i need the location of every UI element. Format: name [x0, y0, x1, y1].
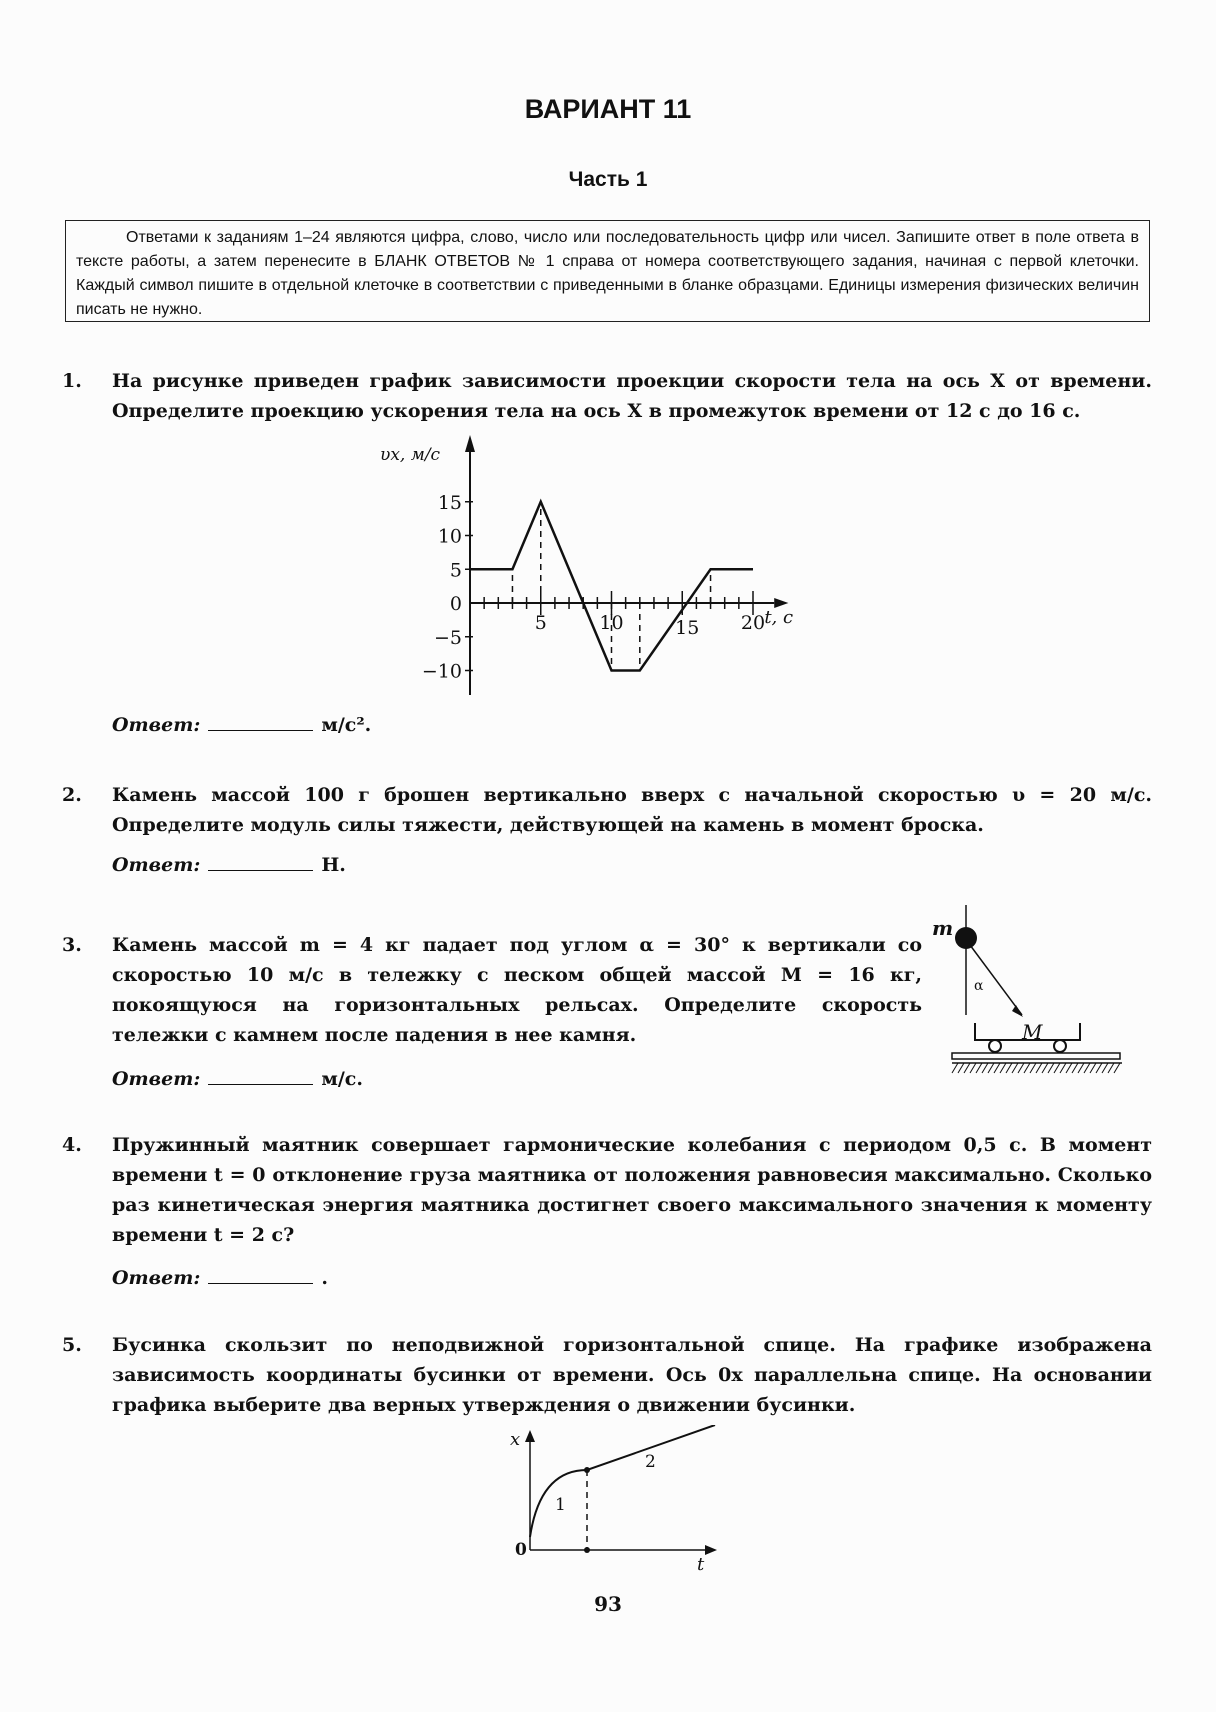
answer-field[interactable] [208, 1066, 313, 1085]
hatch-line [964, 1063, 970, 1073]
y-tick-label: −10 [421, 660, 462, 683]
rails [952, 1053, 1120, 1059]
point [584, 1467, 590, 1473]
label-m: m [932, 916, 954, 940]
instructions-box: Ответами к заданиям 1–24 являются цифра, слово, число или последовательность цифр или чисел. Запишите ответ в поле ответа в тексте работы, а затем перенесите в БЛАНК ОТВЕТОВ № 1 справа от номера соответствующего задания, начиная с первой клеточки. Каждый символ пишите в отдельной клеточке в соответствии с приведенными в бланке образцами. Единицы измерения физических величин писать не нужно. [65, 220, 1150, 322]
answer-1 [112, 712, 371, 736]
y-tick-label: 5 [449, 559, 462, 582]
answer-unit: м/с. [321, 1068, 363, 1090]
question-4 [62, 1130, 1152, 1250]
hatch-line [1084, 1063, 1090, 1073]
y-tick-label: 10 [437, 525, 462, 548]
answer-3 [112, 1066, 363, 1090]
point [584, 1547, 590, 1553]
wheel [989, 1040, 1001, 1052]
wheel [1054, 1040, 1066, 1052]
y-tick-label: 15 [437, 491, 462, 514]
question-text: Бусинка скользит по неподвижной горизонтальной спице. На графике изображена зависимость координаты бусинки от времени. Ось 0x параллельна спице. На основании графика выберите два верных утверждения о движении бусинки. [112, 1334, 1152, 1416]
answer-label: Ответ: [112, 1068, 201, 1090]
y-tick-label: −5 [433, 626, 462, 649]
answer-2 [112, 852, 346, 876]
page-number: 93 [594, 1592, 622, 1616]
hatch-line [1036, 1063, 1042, 1073]
answer-field[interactable] [208, 712, 313, 731]
arrow-icon [525, 1430, 535, 1442]
answer-unit: . [321, 1267, 328, 1289]
hatch-line [1114, 1063, 1120, 1073]
question-text: Пружинный маятник совершает гармонические колебания с периодом 0,5 с. В момент времени t = 0 отклонение груза маятника от положения равновесия максимально. Сколько раз кинетическая энергия маятника достигнет своего максимального значения к моменту времени t = 2 с? [112, 1134, 1152, 1246]
variant-title: ВАРИАНТ 11 [524, 94, 692, 124]
position-graph [505, 1425, 735, 1575]
hatch-line [952, 1063, 958, 1073]
hatch-line [1006, 1063, 1012, 1073]
origin-label: 0 [515, 1540, 527, 1560]
segment-1-label: 1 [555, 1495, 566, 1515]
label-alpha: α [974, 978, 984, 994]
hatch-line [1078, 1063, 1084, 1073]
y-arrow-icon [465, 435, 475, 452]
x-tick-label: 15 [675, 617, 700, 639]
x-tick-label: 20 [740, 612, 766, 634]
question-text: Камень массой 100 г брошен вертикально вверх с начальной скоростью υ = 20 м/с. Определите модуль силы тяжести, действующей на камень в момент броска. [112, 784, 1152, 836]
part-title: Часть 1 [568, 168, 648, 191]
x-axis-label: t, с [764, 607, 794, 628]
hatch-line [1108, 1063, 1114, 1073]
question-5 [62, 1330, 1152, 1420]
answer-unit: м/с². [321, 714, 372, 736]
hatch-line [988, 1063, 994, 1073]
hatch-line [1060, 1063, 1066, 1073]
y-tick-label: 0 [449, 593, 462, 615]
answer-field[interactable] [208, 1265, 313, 1284]
segment-2-label: 2 [645, 1452, 656, 1472]
hatch-line [1024, 1063, 1030, 1073]
answer-label: Ответ: [112, 714, 201, 736]
hatch-line [1072, 1063, 1078, 1073]
question-2 [62, 780, 1152, 840]
curve [530, 1425, 715, 1537]
hatch-line [1066, 1063, 1072, 1073]
arrowhead-icon [1012, 1005, 1023, 1017]
stone [955, 927, 977, 949]
y-axis-label: υx, м/с [380, 445, 441, 465]
hatch-line [1102, 1063, 1108, 1073]
arrow-icon [705, 1545, 717, 1555]
hatch-line [1012, 1063, 1018, 1073]
question-text: Камень массой m = 4 кг падает под углом α = 30° к вертикали со скоростью 10 м/с в тележку с песком общей массой M = 16 кг, покоящуюся на горизонтальных рельсах. Определите скорость тележки с камнем после падения в нее камня. [112, 934, 922, 1046]
answer-4 [112, 1265, 328, 1289]
question-text: На рисунке приведен график зависимости проекции скорости тела на ось X от времени. Определите проекцию ускорения тела на ось X в промежуток времени от 12 с до 16 с. [112, 370, 1152, 422]
hatch-line [982, 1063, 988, 1073]
question-3 [62, 930, 922, 1050]
hatch-line [976, 1063, 982, 1073]
answer-label: Ответ: [112, 854, 201, 876]
hatch-line [1048, 1063, 1054, 1073]
hatch-line [1018, 1063, 1024, 1073]
hatch-line [1090, 1063, 1096, 1073]
hatch-line [1054, 1063, 1060, 1073]
question-number: 2. [62, 784, 82, 806]
t-label: t [697, 1554, 705, 1575]
question-number: 5. [62, 1334, 82, 1356]
hatch-line [1042, 1063, 1048, 1073]
x-label: x [510, 1429, 521, 1450]
question-1 [62, 366, 1152, 426]
velocity-chart [380, 430, 840, 700]
x-tick-label: 10 [599, 612, 624, 634]
hatch-line [958, 1063, 964, 1073]
question-number: 1. [62, 370, 82, 392]
label-M: M [1022, 1020, 1043, 1044]
answer-unit: Н. [321, 854, 346, 876]
hatch-line [1096, 1063, 1102, 1073]
hatch-line [970, 1063, 976, 1073]
ground-hatching [952, 1063, 1122, 1073]
hatch-line [994, 1063, 1000, 1073]
x-tick-label: 5 [534, 612, 547, 634]
hatch-line [1000, 1063, 1006, 1073]
answer-label: Ответ: [112, 1267, 201, 1289]
answer-field[interactable] [208, 852, 313, 871]
hatch-line [1030, 1063, 1036, 1073]
question-number: 3. [62, 934, 82, 956]
cart-figure [930, 905, 1150, 1085]
question-number: 4. [62, 1134, 82, 1156]
